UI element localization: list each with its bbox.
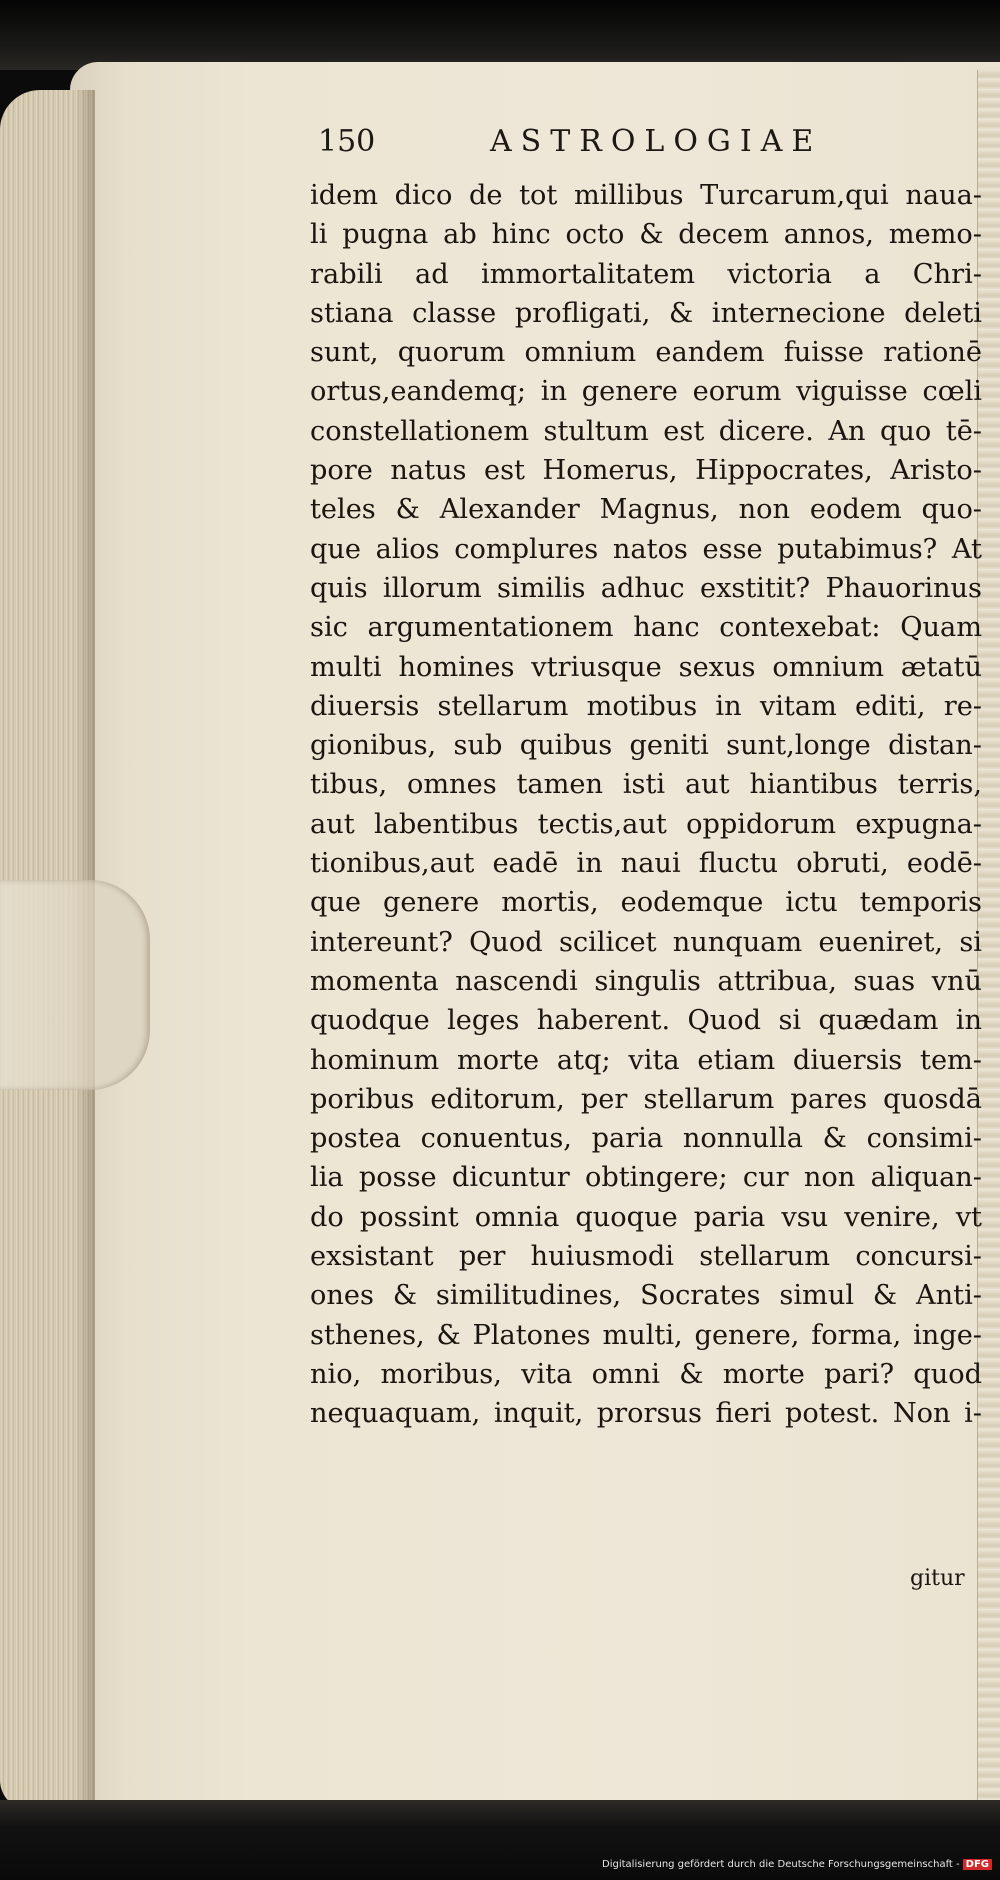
text-line: exsistant per huiusmodi stellarum concursi- [310, 1241, 982, 1273]
text-line: postea conuentus, paria nonnulla & consimi- [310, 1123, 982, 1155]
text-line: quis illorum similis adhuc exstitit? Phauorinus [310, 572, 982, 604]
page-number: 150 [318, 124, 376, 159]
text-line: rabili ad immortalitatem victoria a Chri- [310, 258, 982, 290]
text-line: multi homines vtriusque sexus omnium ætatū [310, 651, 982, 683]
digitization-credit [602, 1859, 992, 1870]
text-line: sic argumentationem hanc contexebat: Quam [310, 612, 982, 644]
catchword: gitur [910, 1566, 965, 1591]
text-line: teles & Alexander Magnus, non eodem quo- [310, 494, 982, 526]
text-line: li pugna ab hinc octo & decem annos, memo- [310, 219, 982, 251]
text-line: do possint omnia quoque paria vsu venire, vt [310, 1201, 982, 1233]
text-line: aut labentibus tectis,aut oppidorum expugna- [310, 808, 982, 840]
text-line: ortus,eandemq; in genere eorum viguisse cœli [310, 376, 982, 408]
text-line: nequaquam, inquit, prorsus fieri potest. Non i- [310, 1398, 982, 1430]
page-header [318, 124, 823, 164]
credit-text: Digitalisierung gefördert durch die Deutsche Forschungsgemeinschaft - [602, 1859, 960, 1870]
text-line: quodque leges haberent. Quod si quædam in [310, 1005, 982, 1037]
text-line: nio, moribus, vita omni & morte pari? quod [310, 1358, 982, 1390]
text-line: momenta nascendi singulis attribua, suas vnū [310, 965, 982, 997]
dfg-logo: DFG [963, 1859, 992, 1870]
text-line: pore natus est Homerus, Hippocrates, Aristo- [310, 455, 982, 487]
text-line: ones & similitudines, Socrates simul & Anti- [310, 1280, 982, 1312]
scan-top-border [0, 0, 1000, 70]
running-title: ASTROLOGIAE [490, 124, 823, 159]
body-text [310, 176, 982, 1434]
text-line: gionibus, sub quibus geniti sunt,longe distan- [310, 730, 982, 762]
text-line: tionibus,aut eadē in naui fluctu obruti, eodē- [310, 848, 982, 880]
page-fold-shadow [0, 880, 150, 1090]
text-line: sunt, quorum omnium eandem fuisse rationē [310, 337, 982, 369]
text-line: constellationem stultum est dicere. An quo tē- [310, 415, 982, 447]
text-line: hominum morte atq; vita etiam diuersis tem- [310, 1044, 982, 1076]
text-line: stiana classe profligati, & internecione deleti [310, 297, 982, 329]
text-line: poribus editorum, per stellarum pares quosdā [310, 1083, 982, 1115]
text-line: que genere mortis, eodemque ictu temporis [310, 887, 982, 919]
text-line: intereunt? Quod scilicet nunquam eueniret, si [310, 926, 982, 958]
text-line: que alios complures natos esse putabimus? At [310, 533, 982, 565]
text-line: idem dico de tot millibus Turcarum,qui naua- [310, 180, 982, 211]
text-line: tibus, omnes tamen isti aut hiantibus terris, [310, 769, 982, 801]
text-line: lia posse dicuntur obtingere; cur non aliquan- [310, 1162, 982, 1194]
text-line: sthenes, & Platones multi, genere, forma, inge- [310, 1319, 982, 1351]
text-line: diuersis stellarum motibus in vitam editi, re- [310, 690, 982, 722]
